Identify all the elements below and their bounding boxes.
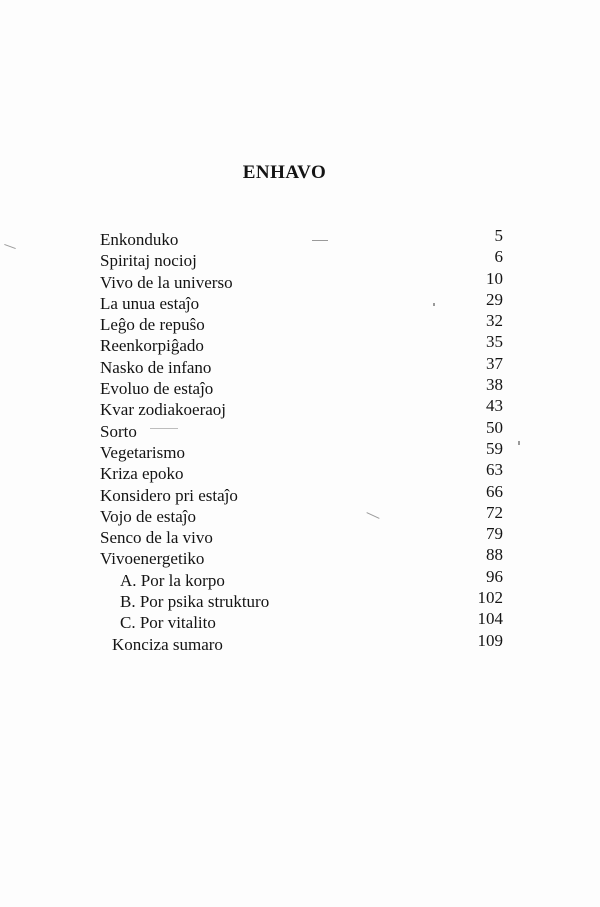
toc-entry-label: Spiritaj nocioj bbox=[100, 251, 197, 271]
toc-entry-label: Konsidero pri estaĵo bbox=[100, 485, 238, 505]
toc-entry bbox=[0, 311, 600, 335]
toc-entry-label: La unua estaĵo bbox=[100, 293, 200, 313]
toc-entry bbox=[0, 630, 600, 655]
toc-entry-label: Kvar zodiakoeraoj bbox=[100, 400, 227, 420]
toc-entry bbox=[0, 268, 600, 293]
toc-entry-page: 32 bbox=[486, 311, 503, 331]
toc-entry bbox=[0, 438, 600, 463]
toc-entry-label: A. Por la korpo bbox=[120, 570, 225, 590]
toc-entry-label: B. Por psika strukturo bbox=[120, 592, 270, 612]
toc-entry bbox=[0, 524, 600, 548]
scan-speck bbox=[433, 303, 435, 306]
scan-speck bbox=[312, 240, 328, 241]
toc-entry-page: 35 bbox=[486, 332, 503, 352]
toc-entry-label: Konciza sumaro bbox=[112, 634, 223, 654]
toc-entry-page: 10 bbox=[486, 268, 503, 288]
toc-entry-label: Sorto bbox=[100, 421, 137, 441]
toc-entry-label: Reenkorpiĝado bbox=[100, 336, 204, 356]
toc-entry-page: 59 bbox=[486, 438, 503, 458]
toc-entry bbox=[0, 396, 600, 420]
toc-entry-label: Leĝo de repuŝo bbox=[100, 315, 205, 335]
toc-entry-page: 38 bbox=[486, 375, 503, 395]
toc-entry-page: 43 bbox=[486, 396, 503, 416]
toc-entry-page: 37 bbox=[486, 353, 503, 373]
table-of-contents bbox=[0, 226, 600, 655]
toc-entry-label: Nasko de infano bbox=[100, 357, 212, 377]
toc-entry-page: 29 bbox=[486, 289, 503, 309]
toc-entry bbox=[0, 226, 600, 250]
toc-entry bbox=[0, 353, 600, 378]
page-title: ENHAVO bbox=[242, 162, 327, 183]
toc-entry-label: Vivoenergetiko bbox=[100, 549, 205, 569]
toc-entry-label: Senco de la vivo bbox=[100, 528, 213, 548]
toc-entry bbox=[0, 545, 600, 569]
toc-entry-page: 88 bbox=[486, 545, 503, 565]
scan-speck bbox=[150, 428, 178, 429]
toc-entry bbox=[0, 375, 600, 399]
toc-entry-page: 72 bbox=[486, 502, 503, 522]
toc-entry bbox=[0, 332, 600, 356]
toc-entry-page: 102 bbox=[477, 588, 503, 608]
toc-entry-page: 96 bbox=[486, 566, 503, 586]
toc-entry bbox=[0, 481, 600, 506]
toc-entry-page: 66 bbox=[486, 481, 503, 501]
toc-entry-label: C. Por vitalito bbox=[120, 613, 216, 633]
toc-subentry bbox=[0, 566, 600, 591]
toc-entry bbox=[0, 247, 600, 271]
toc-entry-label: Enkonduko bbox=[100, 230, 179, 249]
toc-entry-label: Evoluo de estaĵo bbox=[100, 379, 214, 399]
toc-entry-label: Kriza epoko bbox=[100, 464, 184, 484]
toc-entry-label: Vegetarismo bbox=[100, 442, 185, 462]
toc-subentry bbox=[0, 588, 600, 612]
toc-entry bbox=[0, 460, 600, 484]
toc-entry-page: 63 bbox=[486, 460, 503, 480]
toc-entry-page: 109 bbox=[477, 630, 503, 650]
toc-entry-page: 5 bbox=[494, 226, 503, 245]
toc-entry-page: 104 bbox=[477, 609, 503, 629]
toc-entry bbox=[0, 502, 600, 527]
toc-entry bbox=[0, 417, 600, 442]
toc-entry-label: Vojo de estaĵo bbox=[100, 506, 197, 526]
toc-subentry bbox=[0, 609, 600, 633]
toc-entry-page: 50 bbox=[486, 417, 503, 437]
scan-speck bbox=[518, 441, 520, 445]
toc-entry-page: 79 bbox=[486, 524, 503, 544]
toc-entry-label: Vivo de la universo bbox=[100, 272, 233, 292]
toc-entry-page: 6 bbox=[494, 247, 503, 267]
toc-entry bbox=[0, 289, 600, 314]
